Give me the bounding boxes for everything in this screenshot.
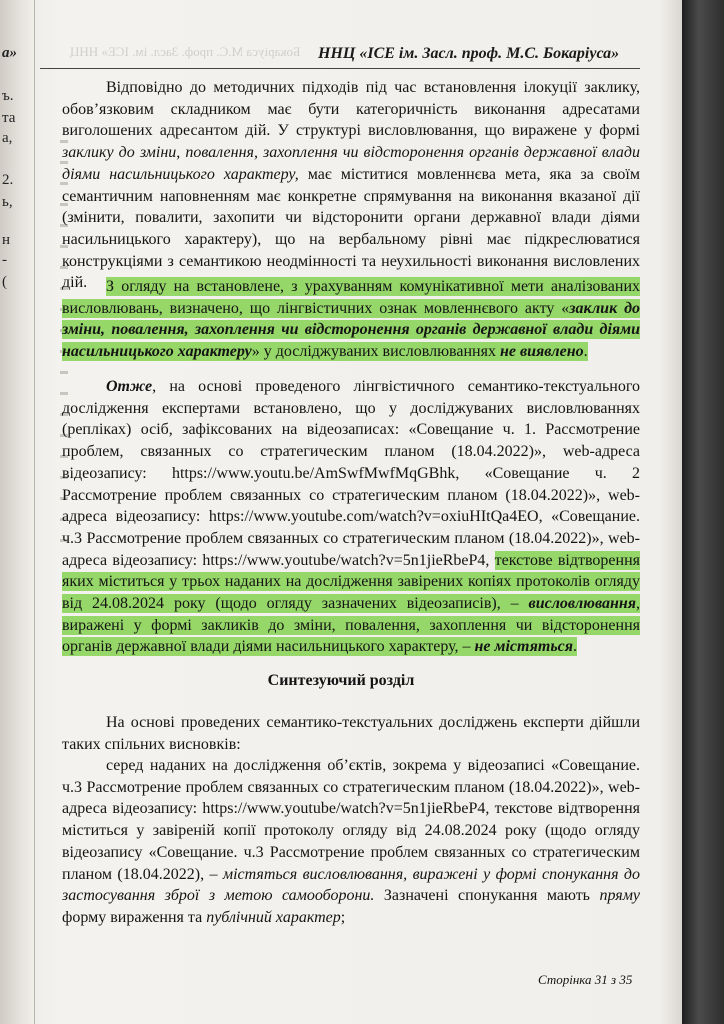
- header-left-fragment: а»: [2, 45, 17, 61]
- paragraph-text: .: [583, 343, 588, 361]
- paragraph-text: ;: [340, 908, 346, 926]
- paragraph-emphasis: висловлювання: [528, 595, 636, 613]
- paragraph-text: , виражені у формі закликів до зміни, повалення, захоплення чи відсторонення органів державної влади діями насильницького характеру, –: [62, 595, 640, 656]
- paragraph-emphasis: містяться висловлювання, виражені у формі спонукання до застосування зброї з метою самооборони.: [62, 865, 641, 905]
- paragraph-text: На основі проведених семантико-текстуальних досліджень експерти дійшли таких спільних висновків:: [62, 714, 640, 753]
- scanner-background: [682, 0, 724, 1024]
- paragraph-emphasis: не містяться: [474, 638, 573, 656]
- paragraph-summary-intro: [62, 712, 640, 755]
- spine-fragment: ъ.: [2, 88, 14, 104]
- spine-fragment: 2.: [2, 172, 14, 188]
- paragraph-text: » у досліджуваних висловлюваннях: [251, 343, 500, 361]
- paragraph-text: має міститися мовленнєва мета, яка за своїм семантичним наповненням має конкретне спрямування на виконання вказаної дії (змінити, повалити, захопити чи відсторонити органи державної влади діями насильницького характеру), що на вербальному рівні має підкреслюватися конструкціями з семантикою неодмінності та неухильності виконання висловлених дій.: [62, 165, 640, 292]
- paragraph-summary-item: [62, 755, 640, 929]
- paragraph-text: форму вираження та: [62, 908, 207, 926]
- bleed-through-text: Бокаріуса М.С. проф. Засл. ім. ІСЕ» ННЦ: [70, 44, 301, 59]
- paragraph-emphasis: пряму: [599, 887, 641, 905]
- paragraph-emphasis: публічний характер: [206, 908, 341, 926]
- spine-fragment: н: [2, 232, 11, 248]
- page-header-title: ННЦ «ІСЕ ім. Засл. проф. М.С. Бокаріуса»: [318, 45, 620, 62]
- paragraph-emphasis: заклик до зміни, повалення, захоплення чи відсторонення органів державної влади діями насильницького характеру: [62, 299, 641, 361]
- spine-fragment: а,: [2, 130, 13, 146]
- section-title: Синтезуючий розділ: [267, 672, 415, 689]
- paragraph-text: Відповідно до методичних підходів під час встановлення ілокуції заклику, обов’язковим складником має бути категоричність виконання адресатами виголошених адресантом дій. У структурі висловлювання, що виражене у формі: [62, 79, 640, 140]
- spine-fragment: (: [2, 274, 7, 290]
- paragraph-emphasis: заклику до зміни, повалення, захоплення чи відсторонення органів державної влади діями насильницького характеру,: [62, 144, 640, 183]
- paragraph-text: Зазначені спонукання мають: [374, 887, 600, 905]
- spine-fragment: -: [2, 252, 7, 268]
- paragraph-emphasis: не виявлено: [499, 343, 584, 361]
- paragraph-text: .: [573, 638, 577, 656]
- binding-spine: [0, 0, 35, 1024]
- paragraph-findings: [62, 376, 640, 658]
- paragraph-conclusion-highlighted: [62, 276, 640, 363]
- header-rule: [40, 68, 640, 69]
- page-number-footer: Сторінка 31 з 35: [538, 972, 633, 987]
- paragraph-methodology: [62, 77, 640, 294]
- spine-fragment: та: [2, 110, 16, 126]
- paragraph-lead-word: Отже: [106, 378, 153, 395]
- highlighted-text: [62, 277, 640, 361]
- paragraph-text: , на основі проведеного лінгвістичного семантико-текстуального дослідження експертами встановлено, що у досліджуваних висловлюваннях (репліках) осіб, зафіксованих на відеозаписах: «Совещание ч. 1. Рассмотрение проблем, связанных со стратегическим планом (18.04.2022)», web-адреса відеозапису: https://www.youtu.be/AmSwfMwfMqGBhk, «Совещание ч. 2 Рассмотрение проблем связанных со стратегическим планом (18.04.2022)», web- адреса відеозапису: https://www.youtube.com/watch?v=oxiuHItQa4EO, «Совещание. ч.3 Рассмотрение проблем связанных со стратегическим планом (18.04.2022)», web-адреса відеозапису: https://www.youtube/watch?v=5n1jieRbeP4,: [62, 378, 640, 569]
- paragraph-text: З огляду на встановлене, з урахуванням комунікативної мети аналізованих висловлювань, визначено, що лінгвістичних ознак мовленнєвого акту «: [62, 278, 640, 317]
- spine-fragment: ь,: [2, 194, 13, 210]
- paragraph-text: текстове відтворення яких міститься у трьох наданих на дослідження завірених копіях протоколів огляду від 24.08.2024 року (щодо огляду зазначених відеозаписів), –: [62, 551, 641, 613]
- paragraph-text: серед наданих на дослідження об’єктів, зокрема у відеозаписі «Совещание. ч.3 Рассмотрение проблем связанных со стратегическим планом (18.04.2022)», web-адреса відеозапису: https://www.youtube/watch?v=5n1jieRbeP4, текстове відтворення міститься у завіреній копії протоколу огляду від 24.08.2024 року (щодо огляду відеозапису «Совещание. ч.3 Рассмотрение проблем связанных со стратегическим планом (18.04.2022), –: [62, 757, 640, 883]
